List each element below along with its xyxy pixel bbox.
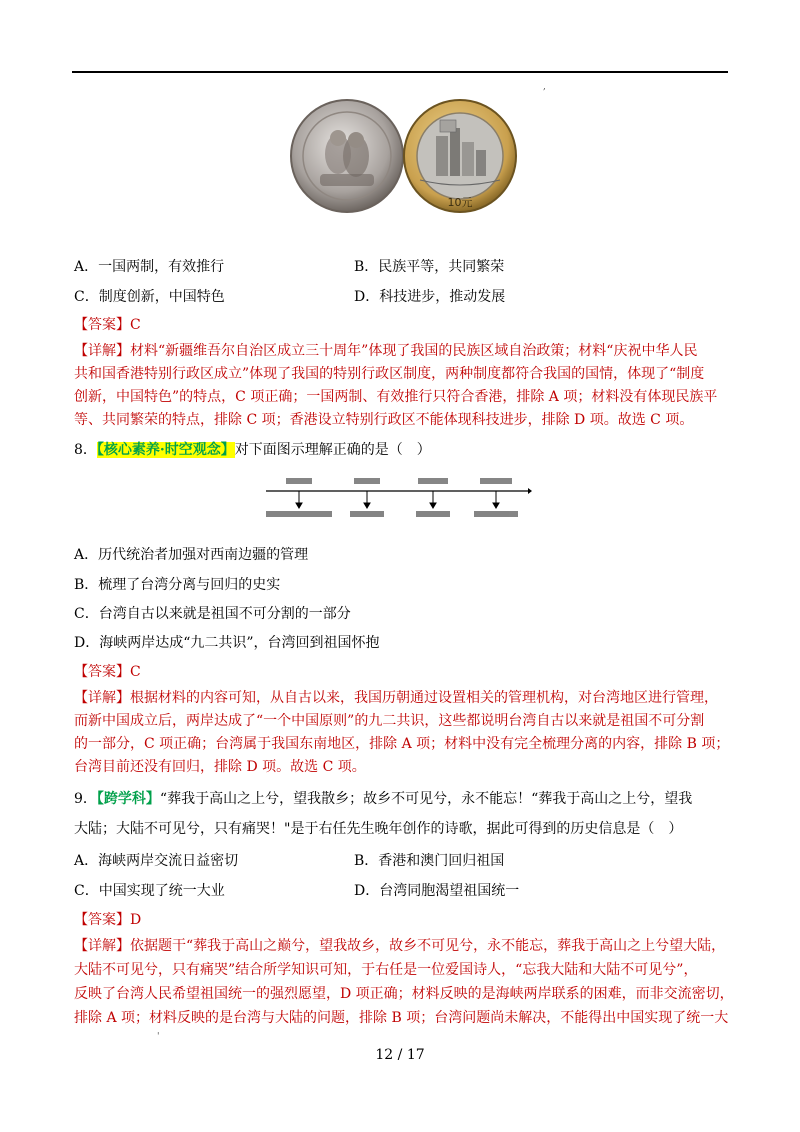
coin-right [404,100,516,212]
taiwan-timeline-diagram [266,474,532,524]
q8-option-a: A．历代统治者加强对西南边疆的管理 [74,547,309,563]
q7-detail-line: 共和国香港特别行政区成立”体现了我国的特别行政区制度，两种制度都符合我国的国情，体现了“制度 [74,366,705,382]
q9-answer: 【答案】D [74,912,142,928]
q9-detail-line: 大陆不可见兮，只有痛哭”结合所学知识可知，于右任是一位爱国诗人，“忘我大陆和大陆不可见兮”， [74,962,698,978]
q9-detail-line: 排除 A 项；材料反映的是台湾与大陆的问题，排除 B 项；台湾问题尚未解决，不能得出中国实现了统一大 [74,1010,729,1026]
q8-detail-line: 而新中国成立后，两岸达成了“一个中国原则”的九二共识，这些都说明台湾自古以来就是祖国不可分割 [74,713,705,729]
coin-value-text: 10元 [447,196,473,209]
q8-answer: 【答案】C [74,664,141,680]
q7-detail-line: 【详解】材料“新疆维吾尔自治区成立三十周年”体现了我国的民族区域自治政策；材料“庆祝中华人民 [74,343,698,359]
q9-stem-line-2: 大陆；大陆不可见兮，只有痛哭！"是于右任先生晚年创作的诗歌，据此可得到的历史信息是（ ） [74,821,683,837]
q9-tag: 【跨学科】 [96,791,160,807]
q9-stem-line-1 [74,789,692,809]
q8-detail-line: 【详解】根据材料的内容可知，从自古以来，我国历朝通过设置相关的管理机构，对台湾地区进行管理， [74,690,718,706]
q9-option-c: C．中国实现了统一大业 [74,883,225,899]
q8-tag: 【核心素养·时空观念】 [96,442,235,458]
q7-option-b: B．民族平等，共同繁荣 [354,259,505,275]
q7-option-d: D．科技进步，推动发展 [354,289,506,305]
stray-mark: , [543,82,546,92]
q9-number: 9． [74,791,97,807]
header-rule [72,71,728,73]
q7-option-c: C．制度创新，中国特色 [74,289,225,305]
q8-detail-line: 的一部分，C 项正确；台湾属于我国东南地区，排除 A 项；材料中没有完全梳理分离的内容，排除 B 项； [74,736,730,752]
q9-stem-text: “葬我于高山之上兮，望我散乡；故乡不可见兮，永不能忘！“葬我于高山之上兮，望我 [159,791,693,807]
q8-option-c: C．台湾自古以来就是祖国不可分割的一部分 [74,606,351,622]
coin-left [291,100,403,212]
page-current: 12 [375,1047,394,1063]
stray-mark: ' [157,1032,160,1042]
q9-option-b: B．香港和澳门回归祖国 [354,853,505,869]
q8-option-d: D．海峡两岸达成“九二共识”，台湾回到祖国怀抱 [74,635,380,651]
commemorative-coins-image [290,96,520,216]
q8-stem [74,440,431,460]
page-total: 17 [406,1047,425,1063]
q9-option-d: D．台湾同胞渴望祖国统一 [354,883,520,899]
q8-detail-line: 台湾目前还没有回归，排除 D 项。故选 C 项。 [74,759,366,775]
q9-detail-line: 反映了台湾人民希望祖国统一的强烈愿望，D 项正确；材料反映的是海峡两岸联系的困难，而非交流密切， [74,986,734,1002]
q8-option-b: B．梳理了台湾分离与回归的史实 [74,577,281,593]
q7-detail-line: 等、共同繁荣的特点，排除 C 项；香港设立特别行政区不能体现科技进步，排除 D 项。故选 C 项。 [74,412,694,428]
page-number [0,1047,800,1063]
q9-option-a: A．海峡两岸交流日益密切 [74,853,239,869]
q7-option-a: A．一国两制，有效推行 [74,259,225,275]
q8-number: 8． [74,442,97,458]
q9-detail-line: 【详解】依据题干“葬我于高山之巅兮，望我故乡，故乡不可见兮，永不能忘，葬我于高山之上兮望大陆， [74,938,726,954]
q7-answer: 【答案】C [74,317,141,333]
q8-question: 对下面图示理解正确的是（ ） [234,442,431,458]
q7-detail-line: 创新，中国特色”的特点，C 项正确；一国两制、有效推行只符合香港，排除 A 项；材料没有体现民族平 [74,389,718,405]
page-separator: / [397,1047,403,1063]
